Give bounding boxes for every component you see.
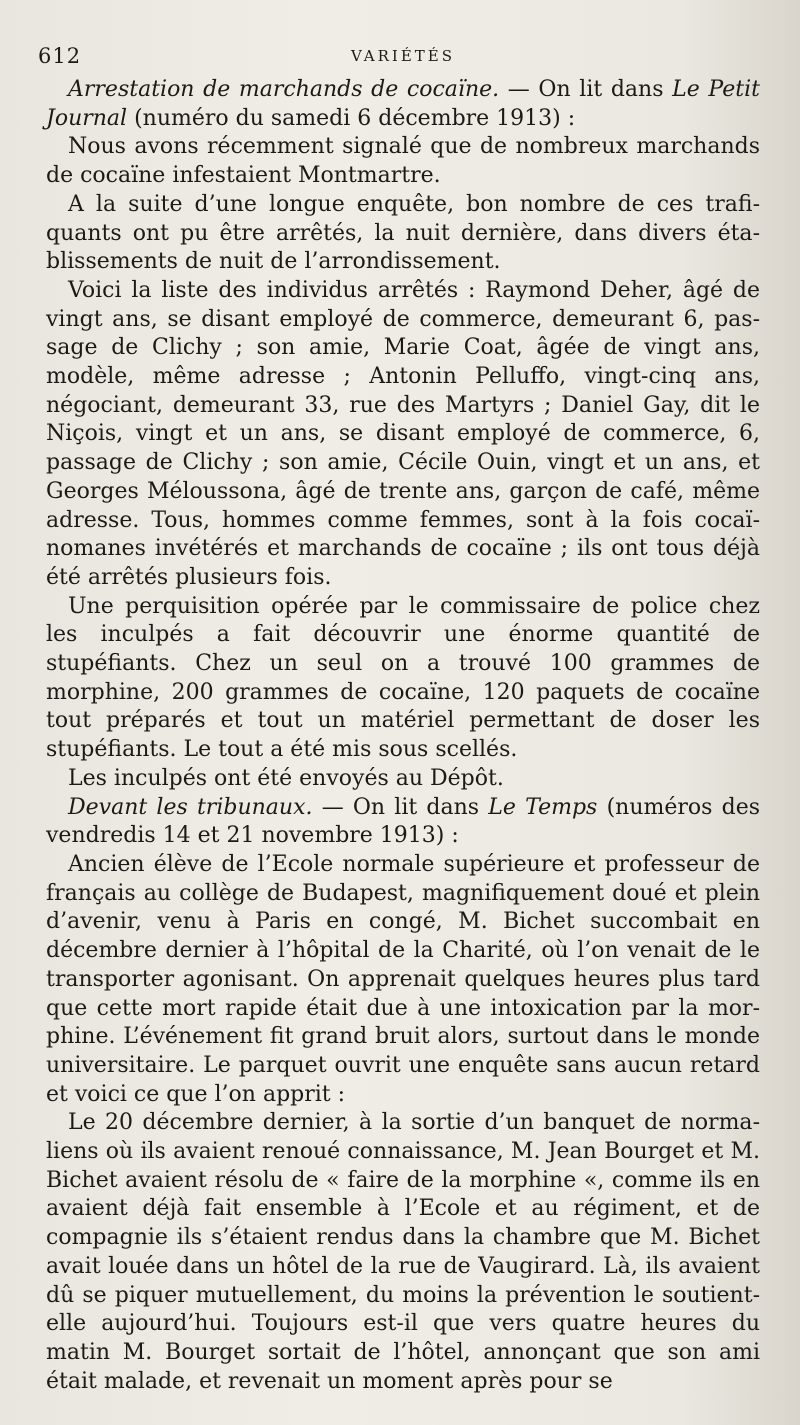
article-body: [46, 76, 760, 1396]
source-title: Le Petit Journal: [46, 77, 760, 131]
section-lead: — On lit dans: [499, 77, 673, 102]
running-head: [38, 36, 760, 76]
source-details: (numéro du samedi 6 décembre 1913) :: [127, 105, 576, 131]
source-details: (numéros des vendredis 14 et 21 novembre 1913) :: [46, 794, 761, 849]
paragraph: Nous avons récemment signalé que de nombreux marchands de cocaïne infestaient Montmartre.: [46, 134, 760, 189]
source-title: Le Temps: [488, 794, 598, 820]
section-heading-cocaine: Arrestation de marchands de cocaïne.: [68, 77, 500, 102]
running-title: VARIÉTÉS: [350, 47, 456, 65]
paragraph: Les inculpés ont été envoyés au Dépôt.: [68, 765, 504, 791]
paragraph: Une perquisition opérée par le commissaire de police chez les inculpés a fait découvrir une énorme quantité de stupéfiants. Chez un seul on a trouvé 100 grammes de morphine, 200 grammes de cocaïne, 120 paquets de cocaïne tout préparés et tout un matériel permettant de doser les stupéfiants. Le tout a été mis sous scellés.: [46, 593, 760, 763]
section-intro-tribunaux: [46, 794, 760, 851]
section-lead: — On lit dans: [312, 794, 489, 820]
paragraph: Voici la liste des individus arrêtés : Raymond Deher, âgé de vingt ans, se disant employé de commerce, demeurant 6, passage de Clichy ; son amie, Marie Coat, âgée de vingt ans, modèle, même adresse ; Antonin Pelluffo, vingt-cinq ans, négociant, demeurant 33, rue des Martyrs ; Daniel Gay, dit le Niçois, vingt et un ans, se disant employé de commerce, 6, passage de Clichy ; son amie, Cécile Ouin, vingt et un ans, et Georges Méloussona, âgé de trente ans, garçon de café, même adresse. Tous, hommes comme femmes, sont à la fois cocaïnomanes invétérés et marchands de cocaïne ; ils ont tous déjà été arrêtés plusieurs fois.: [46, 277, 760, 590]
page-number: 612: [38, 44, 82, 68]
section-heading-tribunaux: Devant les tribunaux.: [68, 794, 313, 820]
paragraph: Ancien élève de l’Ecole normale supérieure et professeur de français au collège de Budapest, magnifiquement doué et plein d’avenir, venu à Paris en congé, M. Bichet succombait en décembre dernier à l’hôpital de la Charité, où l’on venait de le transporter agonisant. On apprenait quelques heures plus tard que cette mort rapide était due à une intoxication par la morphine. L’événement fit grand bruit alors, surtout dans le monde universitaire. Le parquet ouvrit une enquête sans aucun retard et voici ce que l’on apprit :: [46, 851, 760, 1107]
paragraph: A la suite d’une longue enquête, bon nombre de ces trafiquants ont pu être arrêtés, la nuit dernière, dans divers établissements de nuit de l’arrondissement.: [46, 191, 760, 275]
paragraph: Le 20 décembre dernier, à la sortie d’un banquet de normaliens où ils avaient renoué connaissance, M. Jean Bourget et M. Bichet avaient résolu de « faire de la morphine «, comme ils en avaient déjà fait ensemble à l’Ecole et au régiment, et de compagnie ils s’étaient rendus dans la chambre que M. Bichet avait louée dans un hôtel de la rue de Vaugirard. Là, ils avaient dû se piquer mutuellement, du moins la prévention le soutient-elle aujourd’hui. Toujours est-il que vers quatre heures du matin M. Bourget sortait de l’hôtel, annonçant que son ami était malade, et revenait un moment après pour se: [46, 1110, 760, 1394]
section-intro-cocaine: [46, 76, 760, 133]
